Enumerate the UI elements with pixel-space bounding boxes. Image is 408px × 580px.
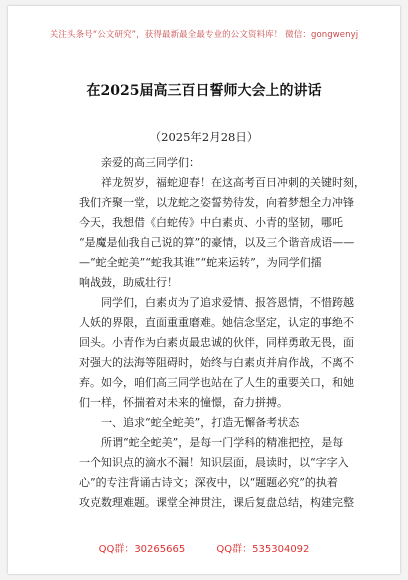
text-line: 们一样，怀揣着对未来的憧憬，奋力拼搏。 (79, 396, 288, 409)
paragraph (79, 433, 359, 513)
document-body (79, 153, 365, 513)
text-line: 祥龙贺岁，福蛇迎春！在这高考百日冲刺的关键时刻， (101, 176, 365, 189)
text-line: “是魔是仙我自己说的算”的豪情，以及三个谐音成语—— (79, 236, 355, 249)
text-line: 对强大的法海等阻碍时，始终与白素贞并肩作战，不离不 (79, 356, 354, 369)
text-line: 所谓“蛇全蛇美”，是每一门学科的精准把控，是每 (101, 436, 344, 449)
document-date: （2025年2月28日） (149, 130, 259, 144)
paragraph (79, 413, 359, 433)
text-line: —“蛇全蛇美”“蛇我其谁”“蛇来运转”，为同学们擂 (79, 256, 322, 269)
document-page (8, 6, 400, 574)
document-title: 在2025届高三百日誓师大会上的讲话 (86, 83, 322, 99)
text-line: 响战鼓，助威壮行！ (79, 276, 178, 289)
text-line: 心”的专注背诵古诗文；深夜中，以“题题必究”的执着 (79, 476, 338, 489)
text-line: 今天，我想借《白蛇传》中白素贞、小青的坚韧，哪吒 (79, 216, 343, 229)
page-footer (8, 540, 400, 555)
text-line: 攻克数理难题。课堂全神贯注，课后复盘总结，构建完整 (79, 496, 354, 509)
paragraph (79, 173, 365, 293)
text-line: 人妖的界限，直面重重磨难。她信念坚定，认定的事绝不 (79, 316, 354, 329)
text-line: 回头。小青作为白素贞最忠诚的伙伴，同样勇敢无畏，面 (79, 336, 354, 349)
text-line: 一个知识点的滴水不漏！知识层面，晨读时，以“字字入 (79, 456, 349, 469)
text-line: 同学们，白素贞为了追求爱情、报答恩情，不惜跨越 (101, 296, 354, 309)
footer-qq-group-2: QQ群：535304092 (216, 544, 310, 555)
text-line: 亲爱的高三同学们： (101, 156, 200, 169)
paragraph (79, 153, 359, 173)
footer-qq-group-1: QQ群：30265665 (98, 544, 186, 555)
text-line: 弃。如今，咱们高三同学也站在了人生的重要关口，和她 (79, 376, 354, 389)
text-line: 一、追求“蛇全蛇美”，打造无懈备考状态 (101, 416, 300, 429)
page-header-notice: 关注头条号“公文研究”，获得最新最全最专业的公文资料库！ 微信：gongwenyj (49, 30, 359, 40)
paragraph (79, 293, 359, 413)
text-line: 我们齐聚一堂，以龙蛇之姿誓势待发，向着梦想全力冲锋 (79, 196, 354, 209)
